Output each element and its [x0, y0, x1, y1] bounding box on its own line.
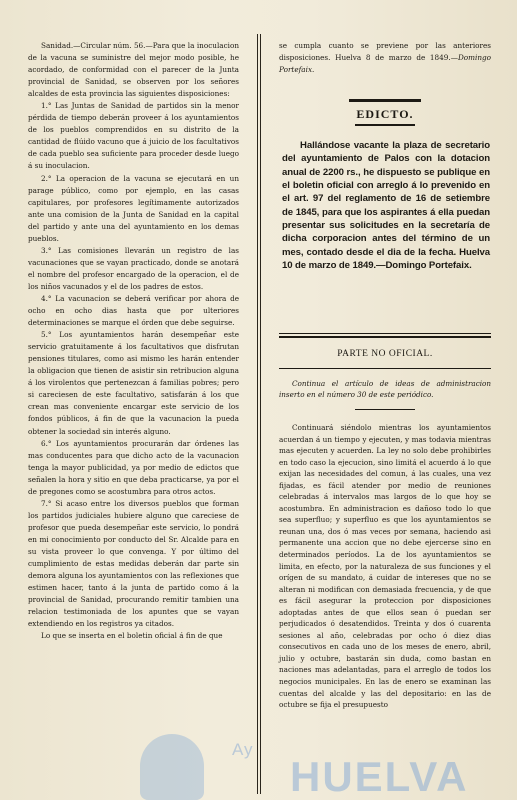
- article-text: Continuará siéndolo mientras los ayuntamientos acuerdan á un tiempo y ejecuten, y mas todavia mientras mas ejecuten y acuerden. La ley no solo debe prohibirles en todo caso la ejecucion, sino limitá el acuerdo á lo que exijan las necesidades del comun, á las cuales, una vez fijadas, es fácil atender por medio de reuniones celebradas á intervalos mas largos de lo que hoy se acostumbra. En administracion es dañoso todo lo que sea superfluo; y superfluo es que los ayuntamientos se reunan una, dos ó mas veces por semana, haciendo asi permanente una accion que no debe ejercerse sino en determinados períodos. La de los ayuntamientos se limita, en efecto, por la naturaleza de sus funciones y el orígen de su mandato, á cuidar de intereses que no se alteran ni modifican con demasiada frecuencia, y de que es fácil asegurar la proteccion por disposiciones adoptadas antes de que ellos sean ó puedan ser perjudicados ó desatendidos. Treinta y dos ó cuarenta sesiones al año, celebradas por ocho ó diez dias consecutivos en cada uno de los meses de enero, abril, julio y octubre, bastarán sin duda, como bastan en naciones mas adelantadas, para el arreglo de todos los negocios municipales. En las de enero se examinan las cuentas del alcalde y las del depositario: en las de octubre se fija el presupuesto: [279, 423, 491, 710]
- continua-note: Continua el artículo de ideas de administracion inserto en el número 30 de este periódico.: [279, 379, 491, 400]
- section-title-rule: [279, 368, 491, 369]
- section-title: PARTE NO OFICIAL.: [337, 349, 433, 359]
- item-3: 3.° Las comisiones llevarán un registro de las vacunaciones que se vayan practicado, donde se anotará el nombre del profesor encargado de la operacion, el de los niños vacunados y el de los padres de estos.: [28, 245, 239, 291]
- watermark-main-text: HUELVA: [290, 753, 469, 800]
- continued-text: se cumpla cuanto se previene por las anteriores disposiciones. Huelva 8 de marzo de 1849.—: [279, 41, 491, 63]
- watermark-top-text: Ay: [232, 740, 254, 759]
- closing-line: Lo que se inserta en el boletin oficial á fin de que: [41, 631, 223, 641]
- left-column: [28, 40, 239, 642]
- edicto-title: EDICTO.: [356, 107, 414, 121]
- item-4: 4.° La vacunacion se deberá verificar por ahora de ocho en ocho dias hasta que por ulteriores determinaciones se marque el órden que debe seguirse.: [28, 293, 239, 328]
- item-2: 2.° La operacion de la vacuna se ejecutará en un parage público, como por ejemplo, en las casas capitulares, por profesores legítimamente autorizados ante una comision de la Junta de Sanidad en la capital del partido y ante una del ayuntamiento en los demas pueblos.: [28, 173, 239, 243]
- item-6: 6.° Los ayuntamientos procurarán dar órdenes las mas conducentes para que dicho acto de la vacunacion tenga la mayor publicidad, ya por medio de edictos que señalen la hora y sitio en que deba practicarse, ya por el de pregones como se acostumbra para otros actos.: [28, 438, 239, 496]
- column-divider: [257, 34, 261, 794]
- signature: Domingo Portefaix.: [279, 53, 491, 75]
- item-1: 1.° Las Juntas de Sanidad de partidos sin la menor pérdida de tiempo deberán proveer á los ayuntamientos de los pueblos comprendidos en su distrito de la cantidad de flúido vacuno que á juicio de los facultativos de cada pueblo sea suficiente para proceder desde luego á su inoculacion.: [28, 101, 239, 171]
- shield-icon: [140, 734, 204, 800]
- edicto-heading: [279, 99, 491, 126]
- right-column-top: [279, 40, 491, 76]
- circular-intro: Sanidad.—Circular núm. 56.—Para que la inoculacion de la vacuna se suministre del mejor modo posible, he acordado, de conformidad con el parecer de la Junta provincial de Sanidad, se observen por los señores alcaldes de esta provincia las siguientes disposiciones:: [28, 41, 239, 99]
- item-5: 5.° Los ayuntamientos harán desempeñar este servicio gratuitamente á los facultativos que disfrutan pensiones titulares, como asi mismo les harán entender la obligacion que tienen de asistir sin retribucion alguna á los virolentos que pertenezcan á familias pobres; pero si careciesen de este facultativo, satisfarán á los que crean mas conveniente encargar este servicio de los fondos públicos, á fin de que la vacunacion la pueda obtener la sociedad sin interés alguno.: [28, 330, 239, 436]
- section-separator: [279, 333, 491, 338]
- edicto-body: Hallándose vacante la plaza de secretario del ayuntamiento de Palos con la dotacion anual de 2200 rs., he dispuesto se publique en el boletin oficial con arreglo á lo prevenido en el art. 97 del reglamento de 16 de setiembre de 1845, para que los aspirantes á ella puedan presentar sus solicitudes en la secretaría de dicha corporacion antes del término de un mes, contado desde el dia de la fecha. Huelva 10 de marzo de 1849.—Domingo Portefaix.: [282, 140, 490, 272]
- edicto-bar-bottom: [355, 124, 415, 126]
- item-7: 7.° Si acaso entre los diversos pueblos que forman los partidos judiciales hubiere alguno que careciese de profesor que pueda desempeñar este servicio, lo pondrá en mi conocimiento por conducto del Sr. Alcalde para en su vista proveer lo que convenga. Y por último del cumplimiento de estas medidas deberán dar parte sin demora alguna los ayuntamientos con las reflexiones que estimen hacer, tanto á la junta de partido como á la provincial de Sanidad, procurando remitir tambien una relacion testimoniada de los apuntes que se vayan extendiendo en los registros ya citados.: [28, 498, 239, 629]
- note-rule: [355, 409, 415, 410]
- archive-watermark: [140, 732, 517, 800]
